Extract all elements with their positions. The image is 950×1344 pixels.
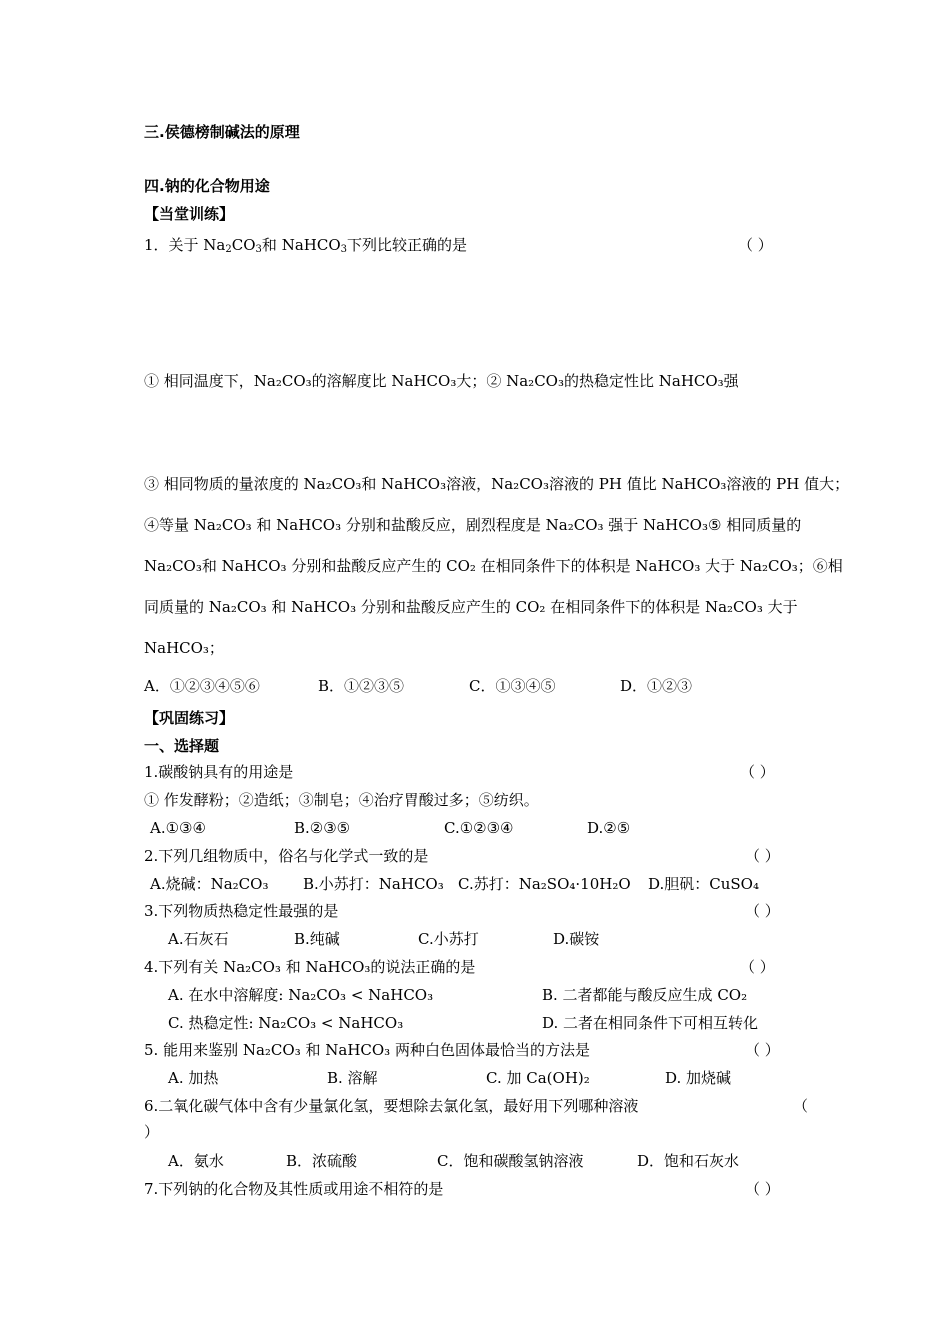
answer-paren: （ ）	[740, 763, 775, 781]
option-c: C．饱和碳酸氢钠溶液	[437, 1152, 584, 1170]
answer-paren-open: （	[793, 1097, 809, 1115]
option-d: D.②⑤	[587, 819, 631, 837]
question-stem: 7.下列钠的化合物及其性质或用途不相符的是	[144, 1180, 444, 1198]
question-stem: 5. 能用来鉴别 Na₂CO₃ 和 NaHCO₃ 两种白色固体最恰当的方法是	[144, 1041, 590, 1059]
option-b: B.纯碱	[294, 930, 340, 948]
class-training-title: 【当堂训练】	[144, 205, 235, 223]
option-a: A．氨水	[168, 1152, 224, 1170]
q1-option-c: C．①③④⑤	[469, 677, 556, 695]
option-a: A. 在水中溶解度: Na₂CO₃ < NaHCO₃	[168, 986, 434, 1004]
option-d: D.胆矾：CuSO₄	[648, 875, 759, 893]
q1-statement-line: Na₂CO₃和 NaHCO₃ 分别和盐酸反应产生的 CO₂ 在相同条件下的体积是 NaHCO₃ 大于 Na₂CO₃；⑥相	[144, 557, 843, 575]
question-stem: 1.碳酸钠具有的用途是	[144, 763, 294, 781]
question-stem: 3.下列物质热稳定性最强的是	[144, 902, 339, 920]
option-c: C. 热稳定性: Na₂CO₃ < NaHCO₃	[168, 1014, 404, 1032]
answer-paren: （ ）	[745, 847, 780, 865]
option-b: B．浓硫酸	[286, 1152, 358, 1170]
option-a: A.①③④	[150, 819, 206, 837]
option-c: C.小苏打	[418, 930, 479, 948]
option-c: C.①②③④	[444, 819, 514, 837]
option-d: D. 加烧碱	[665, 1069, 732, 1087]
option-b: B. 溶解	[327, 1069, 378, 1087]
question-stem: 4.下列有关 Na₂CO₃ 和 NaHCO₃的说法正确的是	[144, 958, 476, 976]
question-extra: ① 作发酵粉；②造纸；③制皂；④治疗胃酸过多；⑤纺织。	[144, 791, 539, 809]
q1-statement-line: ④等量 Na₂CO₃ 和 NaHCO₃ 分别和盐酸反应，剧烈程度是 Na₂CO₃ 强于 NaHCO₃⑤ 相同质量的	[144, 516, 802, 534]
q1-stem: 1．关于 $Na_2CO_3$和 NaHCO$_3$下列比较正确的是	[144, 236, 468, 255]
option-a: A.烧碱：Na₂CO₃	[150, 875, 269, 893]
option-d: D. 二者在相同条件下可相互转化	[542, 1014, 759, 1032]
option-c: C. 加 Ca(OH)₂	[486, 1069, 590, 1087]
answer-paren: （ ）	[745, 902, 780, 920]
answer-paren: （ ）	[745, 1180, 780, 1198]
q1-statement-line: 同质量的 Na₂CO₃ 和 NaHCO₃ 分别和盐酸反应产生的 CO₂ 在相同条件下的体积是 Na₂CO₃ 大于	[144, 598, 798, 616]
answer-paren-close: ）	[144, 1123, 160, 1141]
question-stem: 2.下列几组物质中，俗名与化学式一致的是	[144, 847, 429, 865]
answer-paren: （ ）	[745, 1041, 780, 1059]
option-a: A. 加热	[168, 1069, 219, 1087]
q1-statement-line: NaHCO₃；	[144, 639, 224, 657]
answer-paren: （ ）	[740, 958, 775, 976]
choice-section-title: 一、选择题	[144, 737, 220, 755]
option-b: B. 二者都能与酸反应生成 CO₂	[542, 986, 748, 1004]
q1-statement-line: ① 相同温度下，Na₂CO₃的溶解度比 NaHCO₃大；② Na₂CO₃的热稳定性比 NaHCO₃强	[144, 372, 739, 390]
q1-option-b: B．①②③⑤	[318, 677, 405, 695]
q1-option-a: A．①②③④⑤⑥	[144, 677, 260, 695]
question-stem: 6.二氧化碳气体中含有少量氯化氢，要想除去氯化氢，最好用下列哪种溶液	[144, 1097, 639, 1115]
section4-title: 四.钠的化合物用途	[144, 177, 270, 195]
consolidation-title: 【巩固练习】	[144, 709, 235, 727]
q1-statement-line: ③ 相同物质的量浓度的 Na₂CO₃和 NaHCO₃溶液，Na₂CO₃溶液的 PH 值比 NaHCO₃溶液的 PH 值大；	[144, 475, 850, 493]
option-d: D．饱和石灰水	[637, 1152, 740, 1170]
option-a: A.石灰石	[168, 930, 229, 948]
option-d: D.碳铵	[553, 930, 600, 948]
option-c: C.苏打：Na₂SO₄·10H₂O	[458, 875, 631, 893]
option-b: B.小苏打：NaHCO₃	[303, 875, 444, 893]
option-b: B.②③⑤	[294, 819, 351, 837]
section3-title: 三.侯德榜制碱法的原理	[144, 123, 300, 141]
q1-option-d: D．①②③	[620, 677, 693, 695]
q1-answer-paren: （ ）	[738, 236, 773, 254]
